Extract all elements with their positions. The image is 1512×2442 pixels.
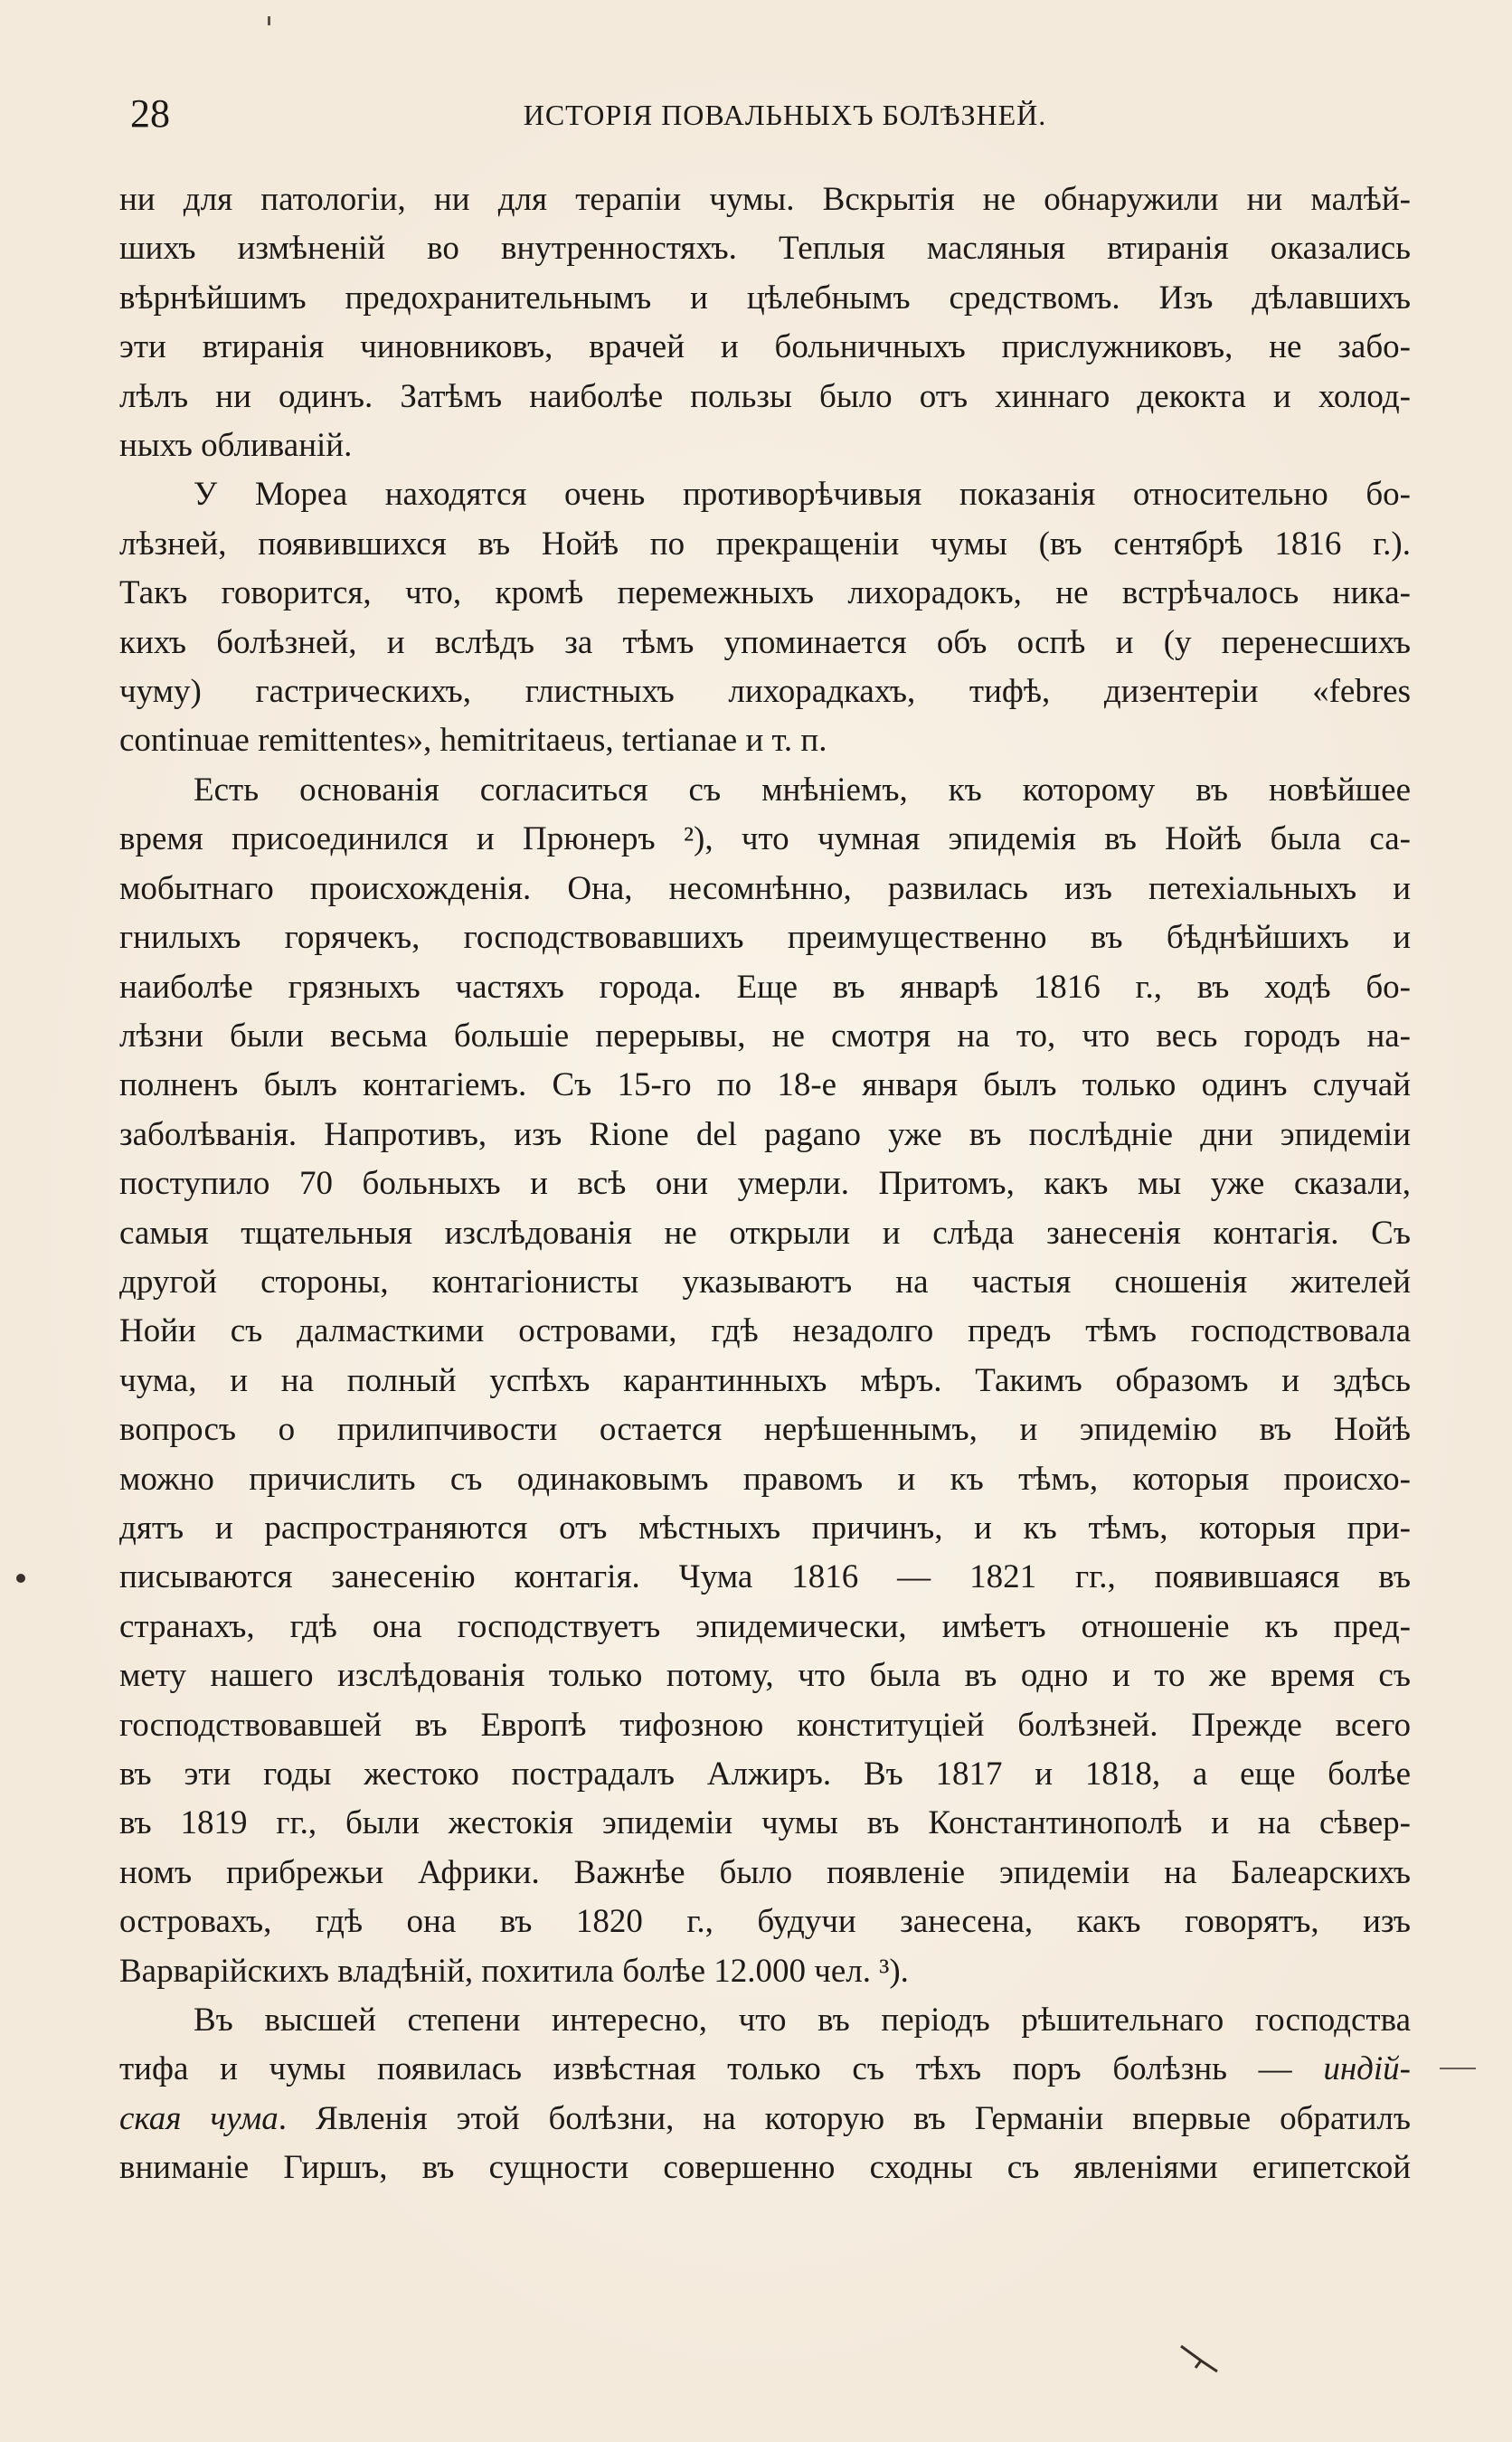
text-line: У Мореа находятся очень противорѣчивыя показанія относительно бо-	[194, 476, 1411, 514]
text-line	[119, 2045, 1411, 2094]
text-fragment: . Явленія этой болѣзни, на которую въ Германіи впервые обратилъ	[278, 2099, 1411, 2137]
italic-term: ская чума	[119, 2099, 279, 2137]
running-title: ИСТОРІЯ ПОВАЛЬНЫХЪ БОЛѢЗНЕЙ.	[523, 99, 1047, 131]
text-line: continuae remittentes», hemitritaeus, tertianae и т. п.	[119, 722, 827, 760]
text-line: Есть основанія согласиться съ мнѣніемъ, къ которому въ новѣйшее	[194, 771, 1411, 809]
text-line: Въ высшей степени интересно, что въ періодъ рѣшительнаго господства	[194, 2002, 1411, 2040]
paragraph-2	[119, 470, 1411, 765]
margin-rule	[1440, 2068, 1476, 2069]
text-line: господствовавшей въ Европѣ тифозною конституціей болѣзней. Прежде всего	[119, 1706, 1411, 1744]
text-line: вѣрнѣйшимъ предохранительнымъ и цѣлебнымъ средствомъ. Изъ дѣлавшихъ	[119, 279, 1411, 317]
text-line: писываются занесенію контагія. Чума 1816 — 1821 гг., появившаяся въ	[119, 1558, 1411, 1596]
text-line: лѣзни были весьма большіе перерывы, не смотря на то, что весь городъ на-	[119, 1017, 1411, 1055]
text-line: чума, и на полный успѣхъ карантинныхъ мѣръ. Такимъ образомъ и здѣсь	[119, 1361, 1411, 1399]
text-line: заболѣванія. Напротивъ, изъ Rione del pagano уже въ послѣдніе дни эпидеміи	[119, 1115, 1411, 1153]
text-line: полненъ былъ контагіемъ. Съ 15-го по 18-е января былъ только одинъ случай	[119, 1066, 1411, 1104]
text-line: ныхъ обливаній.	[119, 427, 353, 465]
italic-term: индій-	[1323, 2050, 1411, 2088]
paragraph-1	[119, 175, 1411, 470]
text-line: время присоединился и Прюнеръ ²), что чумная эпидемія въ Нойѣ была са-	[119, 820, 1411, 858]
text-line	[119, 2095, 1411, 2144]
text-line: въ 1819 гг., были жестокія эпидеміи чумы въ Константинополѣ и на сѣвер-	[119, 1804, 1411, 1842]
page-number: 28	[130, 91, 170, 136]
text-line: кихъ болѣзней, и вслѣдъ за тѣмъ упоминается объ оспѣ и (у перенесшихъ	[119, 623, 1411, 661]
text-line: наиболѣе грязныхъ частяхъ города. Еще въ январѣ 1816 г., въ ходѣ бо-	[119, 968, 1411, 1006]
body-text	[119, 175, 1411, 2193]
text-line: островахъ, гдѣ она въ 1820 г., будучи занесена, какъ говорятъ, изъ	[119, 1903, 1411, 1941]
text-line: вниманіе Гиршъ, въ сущности совершенно сходны съ явленіями египетской	[119, 2149, 1411, 2187]
text-line: самыя тщательныя изслѣдованія не открыли и слѣда занесенія контагія. Съ	[119, 1214, 1411, 1252]
text-line: странахъ, гдѣ она господствуетъ эпидемически, имѣетъ отношеніе къ пред-	[119, 1607, 1411, 1645]
text-line: гнилыхъ горячекъ, господствовавшихъ преимущественно въ бѣднѣйшихъ и	[119, 919, 1411, 957]
text-line: можно причислить съ одинаковымъ правомъ и къ тѣмъ, которыя происхо-	[119, 1460, 1411, 1498]
text-line: Нойи съ далмасткими островами, гдѣ незадолго предъ тѣмъ господствовала	[119, 1312, 1411, 1350]
text-line: Варварійскихъ владѣній, похитила болѣе 12.000 чел. ³).	[119, 1952, 909, 1990]
text-line: шихъ измѣненій во внутренностяхъ. Теплыя масляныя втиранія оказались	[119, 230, 1411, 268]
page-header	[119, 87, 1414, 141]
ink-mark	[1177, 2341, 1232, 2377]
text-line: вопросъ о прилипчивости остается нерѣшеннымъ, и эпидемію въ Нойѣ	[119, 1411, 1411, 1449]
paragraph-3	[119, 766, 1411, 1996]
text-line: другой стороны, контагіонисты указываютъ на частыя сношенія жителей	[119, 1263, 1411, 1301]
print-speck	[268, 16, 270, 25]
paragraph-4	[119, 1996, 1411, 2193]
text-line: мету нашего изслѣдованія только потому, что была въ одно и то же время съ	[119, 1657, 1411, 1695]
margin-dot	[16, 1574, 25, 1583]
text-fragment: тифа и чумы появилась извѣстная только съ тѣхъ поръ болѣзнь —	[119, 2050, 1292, 2088]
text-line: эти втиранія чиновниковъ, врачей и больничныхъ прислужниковъ, не забо-	[119, 328, 1411, 366]
text-line: лѣзней, появившихся въ Нойѣ по прекращеніи чумы (въ сентябрѣ 1816 г.).	[119, 525, 1411, 563]
text-line: номъ прибрежьи Африки. Важнѣе было появленіе эпидеміи на Балеарскихъ	[119, 1853, 1411, 1891]
text-line: Такъ говорится, что, кромѣ перемежныхъ лихорадокъ, не встрѣчалось никa-	[119, 574, 1411, 612]
text-line: мобытнаго происхожденія. Она, несомнѣнно, развилась изъ петехіальныхъ и	[119, 869, 1411, 907]
text-line: чуму) гастрическихъ, глистныхъ лихорадкахъ, тифѣ, дизентеріи «febres	[119, 673, 1411, 711]
text-line: лѣлъ ни одинъ. Затѣмъ наиболѣе пользы было отъ хиннаго декокта и холод-	[119, 377, 1411, 415]
text-line: поступило 70 больныхъ и всѣ они умерли. Притомъ, какъ мы уже сказали,	[119, 1165, 1411, 1203]
text-line: въ эти годы жестоко пострадалъ Алжиръ. Въ 1817 и 1818, а еще болѣе	[119, 1756, 1411, 1793]
text-line: дятъ и распространяются отъ мѣстныхъ причинъ, и къ тѣмъ, которыя при-	[119, 1509, 1411, 1547]
text-line: ни для патологіи, ни для терапіи чумы. Вскрытія не обнаружили ни малѣй-	[119, 181, 1411, 218]
